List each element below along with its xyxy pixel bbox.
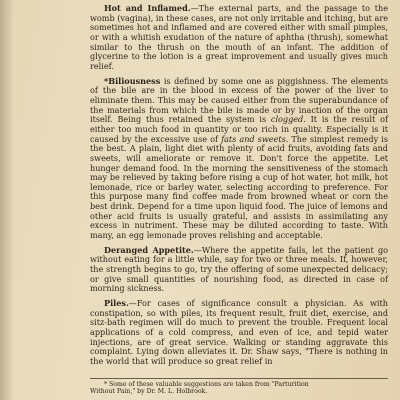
emphasis-fats-sweets: fats and sweets bbox=[221, 133, 286, 144]
heading-biliousness: *Biliousness bbox=[104, 75, 161, 86]
paragraph-body: . The simplest remedy is the best. A plain, light diet with plenty of acid fruits, avoiding fats and sweets, will ameliorate or remove it. Don't force the appetite. Let hunger demand food. In the morning the sensitiveness of the stomach may be relieved by taking before rising a cup of hot water, hot milk, hot lemonade, rice or barley water, selecting according to preference. For this purpose many find coffee made from browned wheat or corn the best drink. Depend for a time upon liquid food. The juice of lemons and other acid fruits is usually grateful, and assists in assimilating any excess in nutriment. These may be diluted according to taste. With many, an egg lemonade proves relishing and acceptable. bbox=[90, 133, 388, 241]
heading-hot-inflamed: Hot and Inflamed. bbox=[104, 3, 191, 13]
paragraph-body: —Where the appetite fails, let the patient go without eating for a little while, say for two or three meals. If, however, the strength begins to go, try the offering of some unexpected delicacy; or give small quantities of nourishing food, as directed in case of morning sickness. bbox=[90, 244, 388, 294]
paragraph-piles bbox=[90, 299, 388, 367]
emphasis-clogged: clogged bbox=[270, 114, 304, 125]
paragraph-deranged-appetite bbox=[90, 246, 388, 294]
footnote-line: * Some of these valuable suggestions are taken from "Parturition bbox=[104, 381, 309, 388]
paragraph-hot-inflamed bbox=[90, 4, 388, 72]
paragraph-body: is defined by some one as piggishness. The elements of the bile are in the blood in excess of the power of the liver to eliminate them. This may be caused either from the superabundance of the materials from which the bile is made or by inaction of the organ itself. Being thus retained the system is bbox=[90, 75, 388, 125]
paragraph-biliousness bbox=[90, 77, 388, 241]
heading-piles: Piles. bbox=[104, 298, 129, 309]
footnote bbox=[90, 378, 388, 395]
paragraph-body: . It is the result of either too much food in quantity or too rich in quality. Especially is it caused by the excessive use of bbox=[90, 114, 388, 144]
paragraph-body: —The external parts, and the passage to the womb (vagina), in these cases, are not only irritable and itching, but are sometimes hot and inflamed and are covered either with small pimples, or with a whitish exudation of the nature of aphtha (thrush), somewhat similar to the thrush on the mouth of an infant. The addition of glycerine to the lotion is a great improvement and usually gives much relief. bbox=[90, 3, 389, 71]
footnote-line: Without Pain," by Dr. M. L. Holbrook. bbox=[90, 388, 208, 396]
page-text bbox=[90, 4, 388, 372]
heading-deranged-appetite: Deranged Appetite. bbox=[104, 244, 194, 255]
paragraph-body: —For cases of significance consult a physician. As with constipation, so with piles, its frequent result, fruit diet, exercise, and sitz-bath regimen will do much to prevent the trouble. Frequent local applications of a cold compress, and even of ice, and tepid water injections, are of great service. Walking or standing aggravate this complaint. Lying down alleviates it. Dr. Shaw says, "There is nothing in the world that will produce so great relief in bbox=[90, 298, 388, 366]
